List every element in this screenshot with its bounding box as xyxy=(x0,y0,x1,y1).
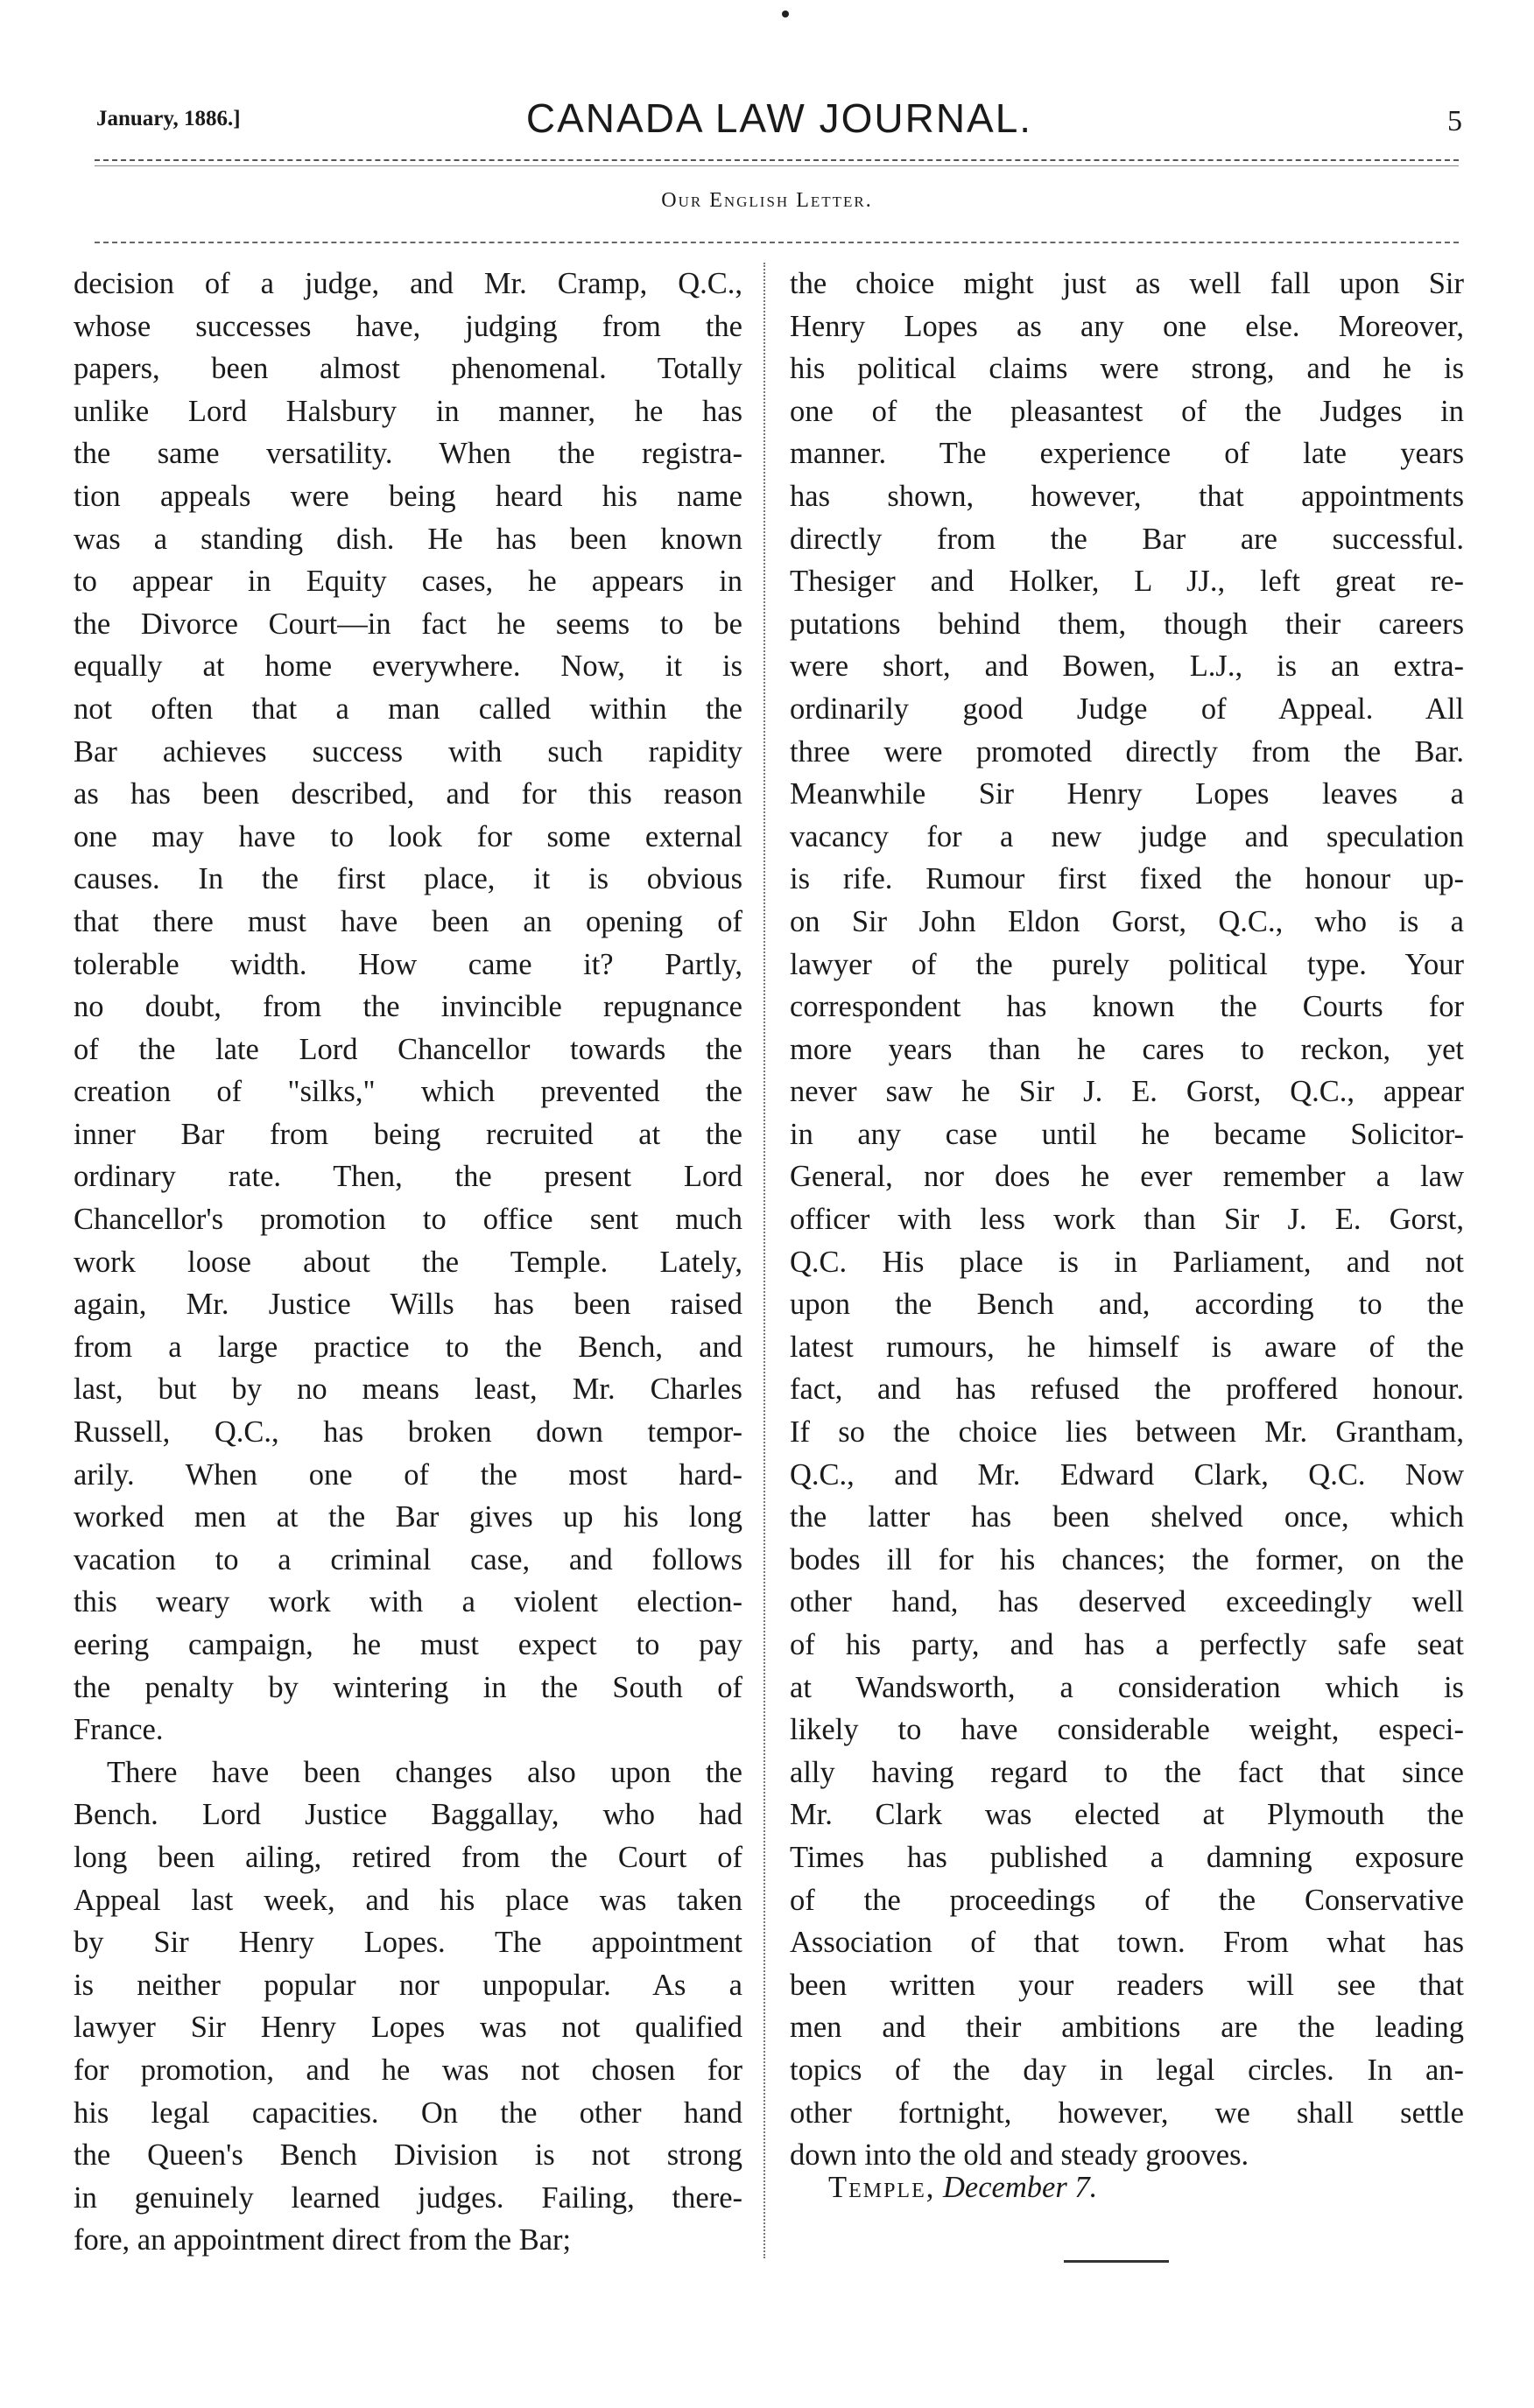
text-line: arily. When one of the most hard- xyxy=(74,1457,742,1492)
text-line: equally at home everywhere. Now, it is xyxy=(74,649,742,684)
text-line: has shown, however, that appointments xyxy=(790,479,1464,513)
text-line: other hand, has deserved exceedingly well xyxy=(790,1585,1464,1619)
text-line: tion appeals were being heard his name xyxy=(74,479,742,513)
text-line: the Queen's Bench Division is not strong xyxy=(74,2138,742,2173)
text-line: as has been described, and for this reason xyxy=(74,777,742,811)
text-line: was a standing dish. He has been known xyxy=(74,522,742,556)
text-line: worked men at the Bar gives up his long xyxy=(74,1500,742,1534)
text-line: Bar achieves success with such rapidity xyxy=(74,734,742,769)
text-line: Q.C. His place is in Parliament, and not xyxy=(790,1245,1464,1279)
text-line: is rife. Rumour first fixed the honour up- xyxy=(790,862,1464,896)
text-line: in genuinely learned judges. Failing, there- xyxy=(74,2180,742,2215)
text-line: whose successes have, judging from the xyxy=(74,309,742,343)
text-line: by Sir Henry Lopes. The appointment xyxy=(74,1926,742,1960)
text-line: is neither popular nor unpopular. As a xyxy=(74,1968,742,2002)
text-line: lawyer of the purely political type. Your xyxy=(790,947,1464,981)
text-line: ally having regard to the fact that since xyxy=(790,1755,1464,1789)
text-line: one may have to look for some external xyxy=(74,819,742,853)
text-line: latest rumours, he himself is aware of the xyxy=(790,1330,1464,1364)
text-line: bodes ill for his chances; the former, on the xyxy=(790,1542,1464,1576)
text-line: Times has published a damning exposure xyxy=(790,1840,1464,1874)
text-line: from a large practice to the Bench, and xyxy=(74,1330,742,1364)
text-line: lawyer Sir Henry Lopes was not qualified xyxy=(74,2011,742,2045)
text-line: one of the pleasantest of the Judges in xyxy=(790,394,1464,428)
text-line: the Divorce Court—in fact he seems to be xyxy=(74,607,742,641)
text-line: long been ailing, retired from the Court of xyxy=(74,1840,742,1874)
section-title: Our English Letter. xyxy=(661,189,873,212)
text-line: Russell, Q.C., has broken down tempor- xyxy=(74,1415,742,1450)
text-line: the latter has been shelved once, which xyxy=(790,1500,1464,1534)
text-line: correspondent has known the Courts for xyxy=(790,990,1464,1024)
text-line: Chancellor's promotion to office sent much xyxy=(74,1203,742,1237)
text-line: papers, been almost phenomenal. Totally xyxy=(74,352,742,386)
text-line: never saw he Sir J. E. Gorst, Q.C., appear xyxy=(790,1075,1464,1109)
header-rule xyxy=(95,159,1459,161)
issue-date: January, 1886.] xyxy=(96,107,241,130)
text-line: likely to have considerable weight, especi- xyxy=(790,1713,1464,1747)
signature-place: Temple, xyxy=(828,2171,936,2204)
text-line: ordinarily good Judge of Appeal. All xyxy=(790,692,1464,726)
page-number: 5 xyxy=(1447,105,1462,137)
text-line: in any case until he became Solicitor- xyxy=(790,1117,1464,1151)
text-line: inner Bar from being recruited at the xyxy=(74,1117,742,1151)
text-line: General, nor does he ever remember a law xyxy=(790,1160,1464,1194)
text-line: the choice might just as well fall upon Sir xyxy=(790,267,1464,300)
text-line: Mr. Clark was elected at Plymouth the xyxy=(790,1798,1464,1832)
text-line: officer with less work than Sir J. E. Gorst, xyxy=(790,1203,1464,1237)
text-line: not often that a man called within the xyxy=(74,692,742,726)
text-line: directly from the Bar are successful. xyxy=(790,522,1464,556)
text-line: work loose about the Temple. Lately, xyxy=(74,1245,742,1279)
text-line: were short, and Bowen, L.J., is an extra- xyxy=(790,649,1464,684)
running-head xyxy=(96,95,1462,147)
text-line: of the late Lord Chancellor towards the xyxy=(74,1032,742,1066)
text-line: Thesiger and Holker, L JJ., left great re- xyxy=(790,565,1464,599)
text-line: to appear in Equity cases, he appears in xyxy=(74,565,742,599)
text-line: vacation to a criminal case, and follows xyxy=(74,1542,742,1576)
text-line: on Sir John Eldon Gorst, Q.C., who is a xyxy=(790,904,1464,938)
text-line: for promotion, and he was not chosen for xyxy=(74,2053,742,2087)
text-line: upon the Bench and, according to the xyxy=(790,1288,1464,1322)
text-line: France. xyxy=(74,1713,164,1747)
text-line: no doubt, from the invincible repugnance xyxy=(74,990,742,1024)
text-line: at Wandsworth, a consideration which is xyxy=(790,1670,1464,1704)
text-line: Appeal last week, and his place was taken xyxy=(74,1883,742,1917)
text-line: down into the old and steady grooves. xyxy=(790,2138,1249,2173)
text-line: Bench. Lord Justice Baggallay, who had xyxy=(74,1798,742,1832)
text-line: There have been changes also upon the xyxy=(107,1755,742,1789)
text-line: creation of "silks," which prevented the xyxy=(74,1075,742,1109)
text-line: more years than he cares to reckon, yet xyxy=(790,1032,1464,1066)
text-line: his political claims were strong, and he is xyxy=(790,352,1464,386)
text-line: ordinary rate. Then, the present Lord xyxy=(74,1160,742,1194)
text-line: men and their ambitions are the leading xyxy=(790,2011,1464,2045)
text-line: fore, an appointment direct from the Bar; xyxy=(74,2223,572,2257)
text-line: that there must have been an opening of xyxy=(74,904,742,938)
text-line: his legal capacities. On the other hand xyxy=(74,2096,742,2130)
text-line: tolerable width. How came it? Partly, xyxy=(74,947,742,981)
text-line: of the proceedings of the Conservative xyxy=(790,1883,1464,1917)
text-line: of his party, and has a perfectly safe seat xyxy=(790,1628,1464,1661)
text-line: three were promoted directly from the Bar. xyxy=(790,734,1464,769)
text-line: Q.C., and Mr. Edward Clark, Q.C. Now xyxy=(790,1457,1464,1492)
text-line: putations behind them, though their careers xyxy=(790,607,1464,641)
text-line: Henry Lopes as any one else. Moreover, xyxy=(790,309,1464,343)
left-column xyxy=(74,263,742,2262)
column-divider xyxy=(763,263,765,2258)
text-line: causes. In the first place, it is obvious xyxy=(74,862,742,896)
text-line: vacancy for a new judge and speculation xyxy=(790,819,1464,853)
text-line: the same versatility. When the registra- xyxy=(74,437,742,471)
text-line: unlike Lord Halsbury in manner, he has xyxy=(74,394,742,428)
journal-title: CANADA LAW JOURNAL. xyxy=(525,95,1033,141)
text-line: other fortnight, however, we shall settle xyxy=(790,2096,1464,2130)
text-line: last, but by no means least, Mr. Charles xyxy=(74,1372,742,1407)
section-rule xyxy=(95,242,1459,243)
signature xyxy=(828,2171,1097,2205)
signature-date: December 7. xyxy=(943,2171,1098,2204)
text-line: the penalty by wintering in the South of xyxy=(74,1670,742,1704)
text-line: topics of the day in legal circles. In an- xyxy=(790,2053,1464,2087)
right-column xyxy=(790,263,1464,2177)
end-rule xyxy=(1064,2260,1169,2263)
text-line: been written your readers will see that xyxy=(790,1968,1464,2002)
text-line: decision of a judge, and Mr. Cramp, Q.C., xyxy=(74,267,742,300)
ink-dot xyxy=(782,11,789,18)
text-line: fact, and has refused the proffered honour. xyxy=(790,1372,1464,1407)
text-line: Meanwhile Sir Henry Lopes leaves a xyxy=(790,777,1464,811)
text-line: manner. The experience of late years xyxy=(790,437,1464,471)
header-rule-thin xyxy=(95,165,1459,166)
text-line: again, Mr. Justice Wills has been raised xyxy=(74,1288,742,1322)
text-line: eering campaign, he must expect to pay xyxy=(74,1628,742,1661)
text-line: Association of that town. From what has xyxy=(790,1926,1464,1960)
text-line: If so the choice lies between Mr. Grantham, xyxy=(790,1415,1464,1450)
text-line: this weary work with a violent election- xyxy=(74,1585,742,1619)
